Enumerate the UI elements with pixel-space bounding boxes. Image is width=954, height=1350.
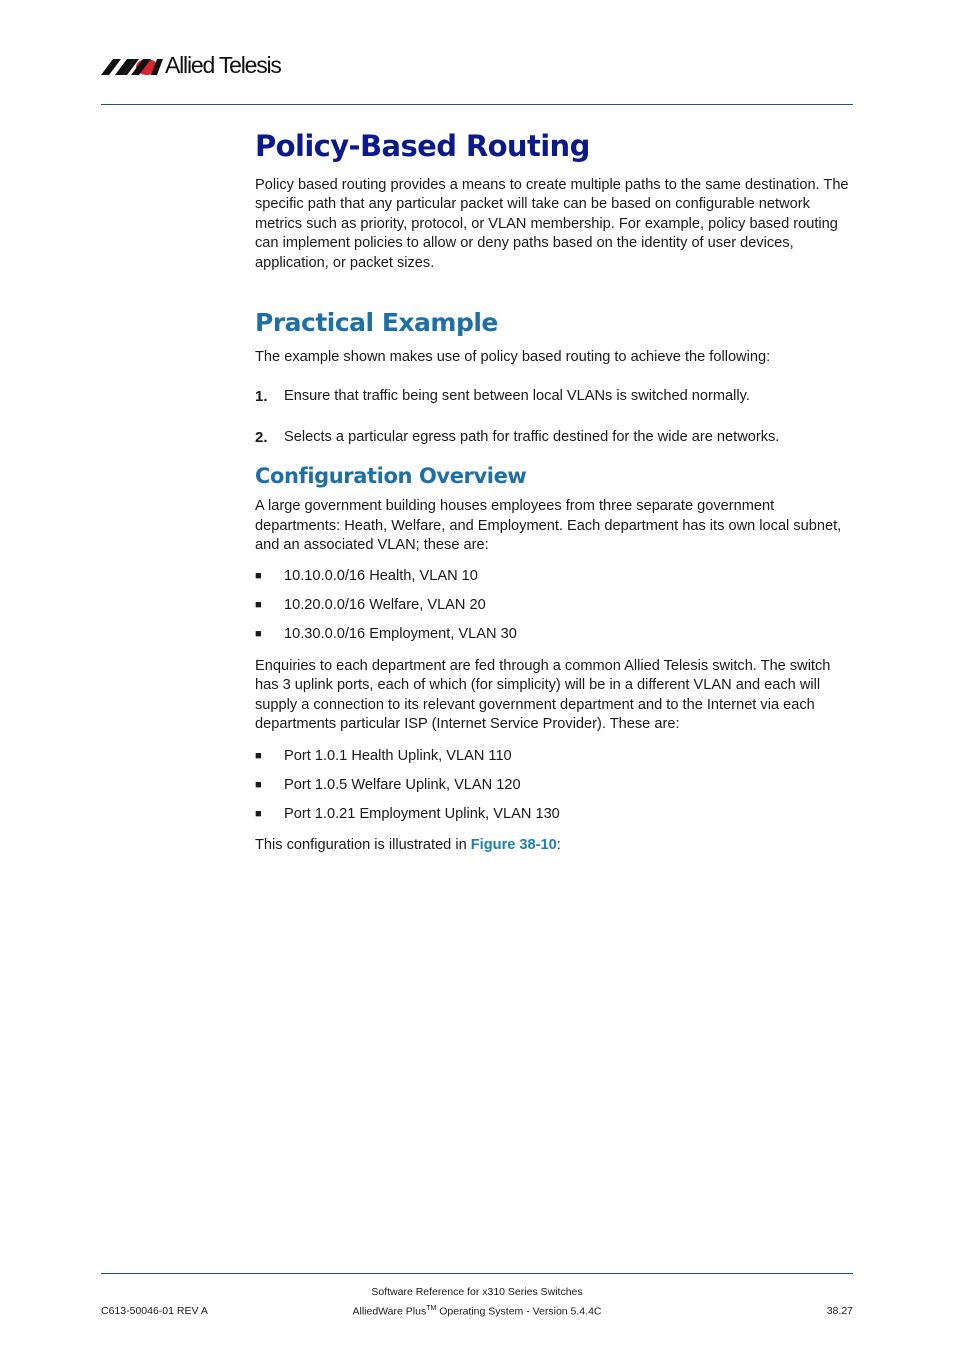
step-text: Selects a particular egress path for traffic destined for the wide are networks. — [284, 428, 780, 445]
logo-text: Allied Telesis — [165, 51, 281, 78]
intro-paragraph: Policy based routing provides a means to create multiple paths to the same destination. The specific path that any particular packet will take can be based on configurable network metrics such as priority, protocol, or VLAN membership. For example, policy based routing can implement policies to allow or deny paths based on the identity of user devices, application, or packet sizes. — [255, 177, 849, 271]
footer-product-title: Software Reference for x310 Series Switches — [371, 1286, 583, 1298]
numbered-step — [255, 428, 853, 447]
footer-rule — [101, 1273, 853, 1274]
numbered-step — [255, 387, 853, 406]
section-lead: The example shown makes use of policy based routing to achieve the following: — [255, 349, 771, 366]
uplink-list-item — [255, 776, 853, 795]
figure-link[interactable]: Figure 38-10 — [470, 836, 557, 853]
subnet-text: 10.20.0.0/16 Welfare, VLAN 20 — [284, 597, 486, 614]
closing-paragraph — [255, 836, 853, 855]
subnet-list-item — [255, 596, 853, 615]
uplink-text: Port 1.0.5 Welfare Uplink, VLAN 120 — [284, 776, 521, 793]
bullet-icon: ■ — [255, 570, 262, 583]
allied-telesis-logo-mark-icon — [101, 53, 163, 77]
closing-suffix: : — [556, 836, 561, 853]
footer-os-suffix: Operating System - Version 5.4.4C — [436, 1305, 602, 1318]
uplink-text: Port 1.0.21 Employment Uplink, VLAN 130 — [284, 805, 560, 822]
uplink-text: Port 1.0.1 Health Uplink, VLAN 110 — [284, 747, 512, 764]
bullet-icon: ■ — [255, 749, 262, 762]
bullet-icon: ■ — [255, 807, 262, 820]
subnet-text: 10.30.0.0/16 Employment, VLAN 30 — [284, 626, 517, 643]
allied-telesis-logo — [101, 52, 281, 78]
step-text: Ensure that traffic being sent between local VLANs is switched normally. — [284, 388, 750, 405]
configuration-paragraph: A large government building houses employees from three separate government departments: Heath, Welfare, and Employment. Each department has its own local subnet, and an associated VLAN; these are: — [255, 498, 842, 554]
subnet-list-item — [255, 567, 853, 586]
subnet-text: 10.10.0.0/16 Health, VLAN 10 — [284, 568, 478, 585]
footer-doc-id: C613-50046-01 REV A — [101, 1305, 208, 1317]
uplink-paragraph: Enquiries to each department are fed through a common Allied Telesis switch. The switch has 3 uplink ports, each of which (for simplicity) will be in a different VLAN and each will supply a connection to its relevant government department and to the Internet via each departments particular ISP (Internet Service Provider). These are: — [255, 657, 831, 733]
footer-page-number: 38.27 — [826, 1305, 853, 1317]
closing-text: This configuration is illustrated in — [255, 836, 471, 853]
uplink-list-item — [255, 805, 853, 824]
step-number: 2. — [255, 428, 268, 446]
subnet-list-item — [255, 625, 853, 644]
page-title: Policy-Based Routing — [255, 129, 590, 163]
uplink-list-item — [255, 747, 853, 766]
step-number: 1. — [255, 388, 268, 406]
bullet-icon: ■ — [255, 599, 262, 612]
bullet-icon: ■ — [255, 628, 262, 641]
main-content — [255, 126, 853, 855]
footer-os-name: AlliedWare Plus — [352, 1305, 427, 1318]
header-rule — [101, 104, 853, 105]
section-heading-practical-example: Practical Example — [255, 308, 498, 338]
subsection-heading-configuration-overview: Configuration Overview — [255, 464, 527, 489]
trademark-sup: TM — [426, 1305, 437, 1312]
bullet-icon: ■ — [255, 778, 262, 791]
